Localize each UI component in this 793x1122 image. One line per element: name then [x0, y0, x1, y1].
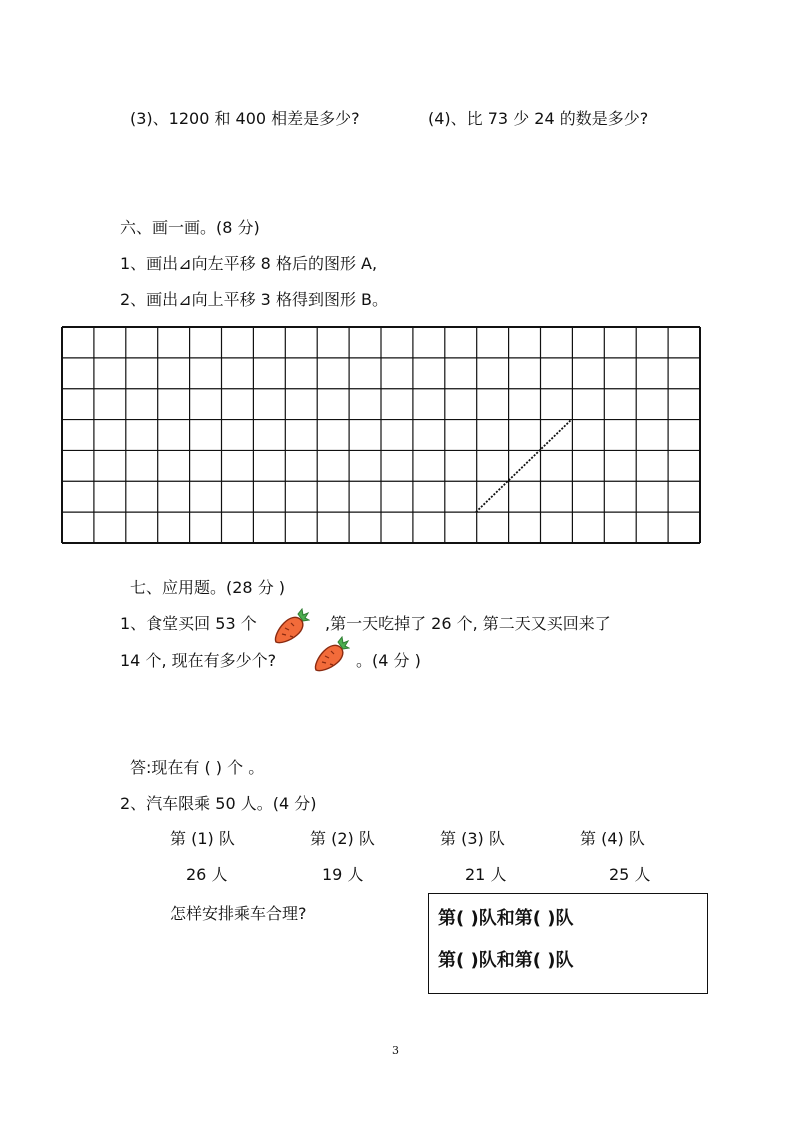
section-6-title: 六、画一画。(8 分) [120, 218, 260, 237]
team-4-count: 25 人 [609, 865, 651, 884]
team-2-name: 第 (2) 队 [310, 829, 375, 848]
problem-1-line-2a: 14 个, 现在有多少个? [120, 651, 277, 670]
section-6-item-2: 2、画出⊿向上平移 3 格得到图形 B。 [120, 290, 389, 309]
team-3-name: 第 (3) 队 [440, 829, 505, 848]
problem-1-line-1b: ,第一天吃掉了 26 个, 第二天又买回来了 [325, 614, 611, 633]
team-2-count: 19 人 [322, 865, 364, 884]
drawing-grid [61, 326, 701, 544]
carrot-icon [312, 636, 350, 674]
answer-box-line-2: 第( )队和第( )队 [438, 950, 574, 971]
problem-2-question: 怎样安排乘车合理? [170, 904, 307, 923]
answer-box-line-1: 第( )队和第( )队 [438, 908, 574, 929]
section-6-item-1: 1、画出⊿向左平移 8 格后的图形 A, [120, 254, 378, 273]
problem-2-title: 2、汽车限乘 50 人。(4 分) [120, 794, 317, 813]
carrot-icon [272, 608, 310, 646]
problem-1-answer: 答:现在有 ( ) 个 。 [130, 758, 265, 777]
dotted-hypotenuse-line [476, 420, 571, 512]
team-4-name: 第 (4) 队 [580, 829, 645, 848]
question-4: (4)、比 73 少 24 的数是多少? [428, 109, 649, 128]
team-1-count: 26 人 [186, 865, 228, 884]
section-7-title: 七、应用题。(28 分 ) [130, 578, 286, 597]
question-3: (3)、1200 和 400 相差是多少? [130, 109, 360, 128]
page-number: 3 [392, 1044, 399, 1057]
grid-lines [62, 327, 700, 543]
problem-1-line-1a: 1、食堂买回 53 个 [120, 614, 257, 633]
problem-1-line-2b: 。(4 分 ) [356, 651, 421, 670]
team-1-name: 第 (1) 队 [170, 829, 235, 848]
team-3-count: 21 人 [465, 865, 507, 884]
